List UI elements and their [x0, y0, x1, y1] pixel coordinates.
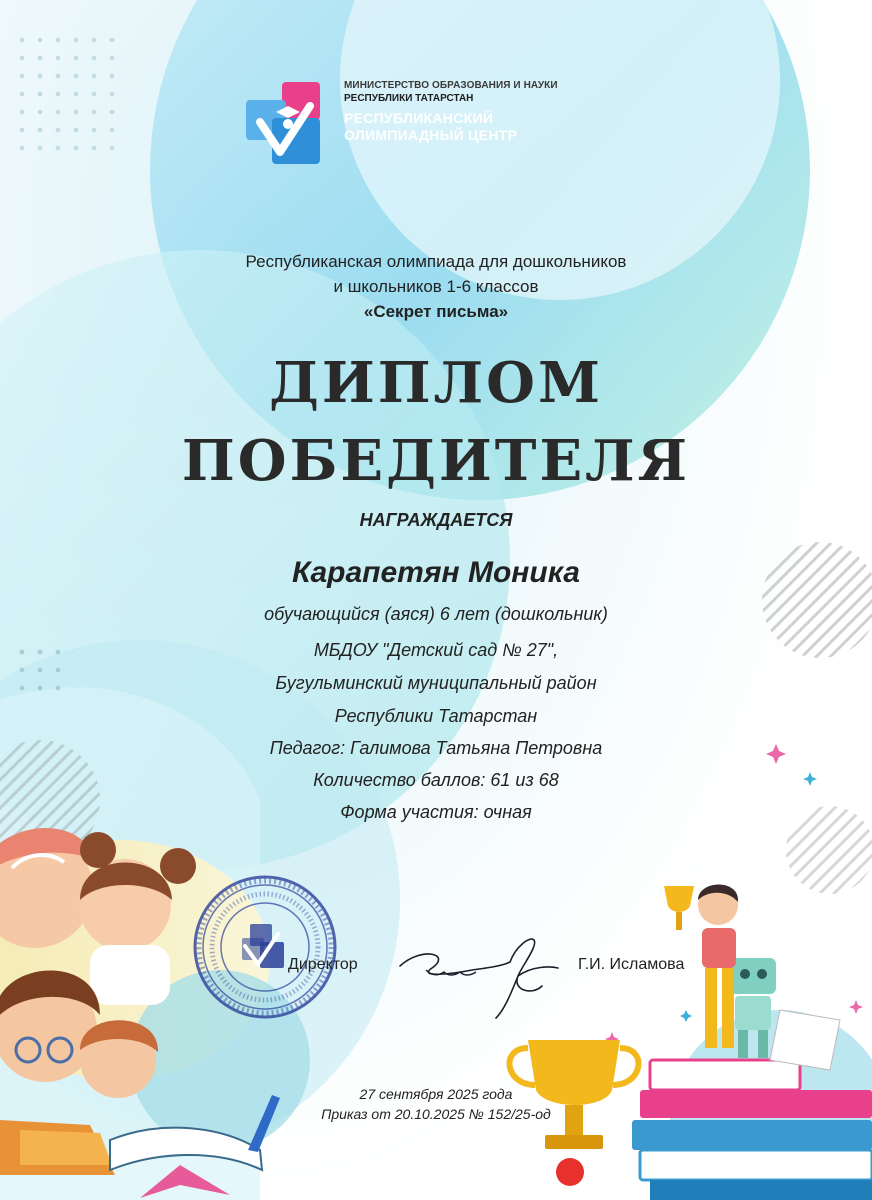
olympiad-center-logo — [246, 82, 324, 164]
detail-institution: МБДОУ "Детский сад № 27", — [313, 640, 559, 660]
order-reference: Приказ от 20.10.2025 № 152/25-од — [321, 1106, 551, 1122]
official-stamp — [190, 872, 340, 1022]
detail-score: Количество баллов: 61 из 68 — [313, 770, 559, 790]
diploma-title-line-2: ПОБЕДИТЕЛЯ — [181, 428, 691, 494]
ministry-line-1: МИНИСТЕРСТВО ОБРАЗОВАНИЯ И НАУКИ — [344, 80, 558, 91]
diploma-title-line-1: ДИПЛОМ — [269, 350, 603, 416]
award-date: 27 сентября 2025 года — [359, 1086, 513, 1102]
detail-republic: Республики Татарстан — [334, 706, 538, 726]
organization-block — [344, 80, 644, 143]
detail-participation: Форма участия: очная — [340, 802, 532, 822]
olympiad-line-2: и школьников 1-6 классов — [333, 277, 539, 296]
detail-district: Бугульминский муниципальный район — [275, 673, 597, 693]
ministry-line-2: РЕСПУБЛИКИ ТАТАРСТАН — [344, 93, 474, 104]
olympiad-name: «Секрет письма» — [363, 302, 509, 321]
center-line-1: РЕСПУБЛИКАНСКИЙ — [344, 110, 494, 126]
detail-age: обучающийся (аяся) 6 лет (дошкольник) — [264, 604, 608, 624]
detail-teacher: Педагог: Галимова Татьяна Петровна — [269, 738, 603, 758]
awarded-label: НАГРАЖДАЕТСЯ — [359, 510, 513, 530]
center-line-2: ОЛИМПИАДНЫЙ ЦЕНТР — [344, 127, 518, 143]
signatory-role: Директор — [288, 956, 358, 973]
signatory-name: Г.И. Исламова — [578, 956, 685, 973]
olympiad-line-1: Республиканская олимпиада для дошкольников — [245, 252, 627, 271]
director-signature — [392, 926, 562, 1021]
winner-name: Карапетян Моника — [292, 556, 580, 589]
